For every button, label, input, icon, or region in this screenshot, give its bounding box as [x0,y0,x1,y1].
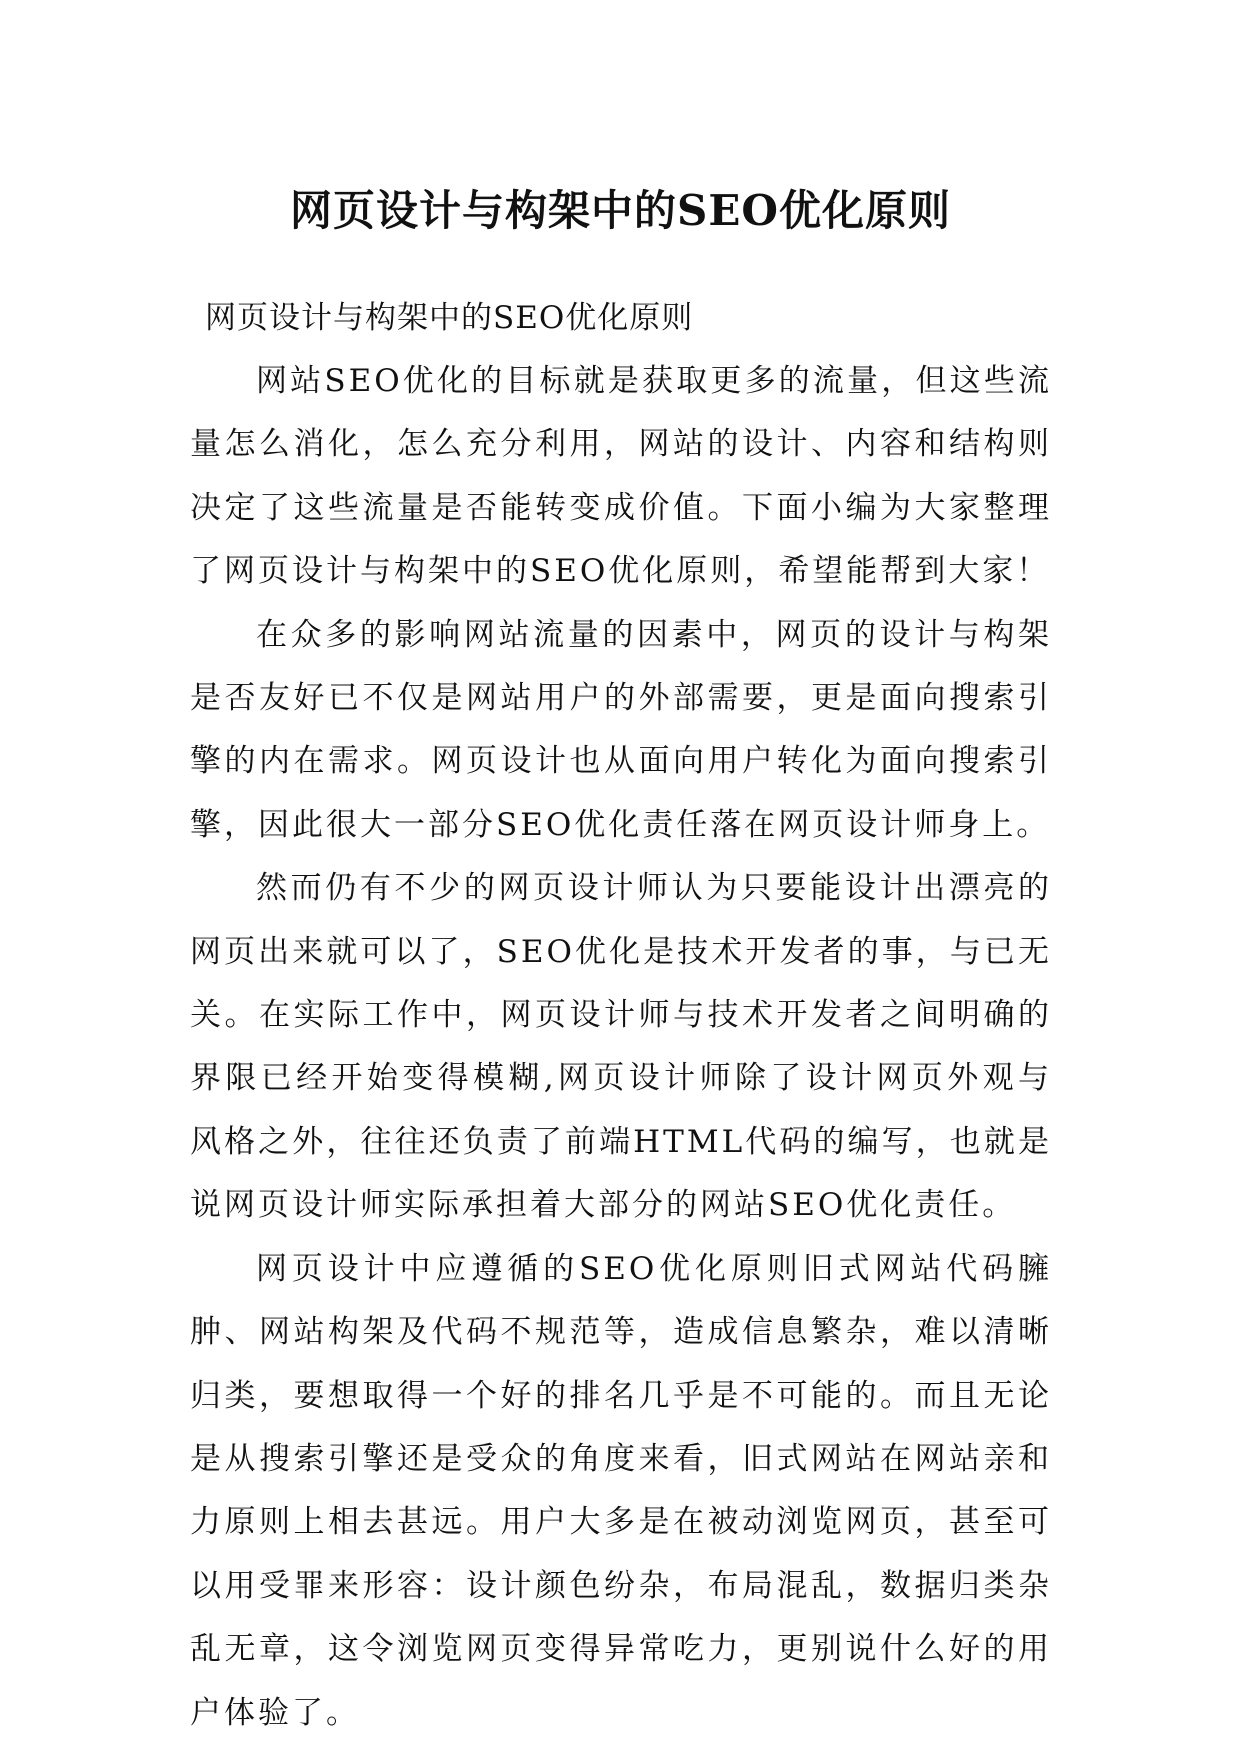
paragraph-factors: 在众多的影响网站流量的因素中，网页的设计与构架是否友好已不仅是网站用户的外部需要，更是面向搜索引擎的内在需求。网页设计也从面向用户转化为面向搜索引擎，因此很大一部分SEO优化责任落在网页设计师身上。 [190,616,1052,843]
document-body [190,350,1052,1745]
document-subtitle: 网页设计与构架中的SEO优化原则 [205,300,694,336]
paragraph-designers: 然而仍有不少的网页设计师认为只要能设计出漂亮的网页出来就可以了，SEO优化是技术开发者的事，与已无关。在实际工作中，网页设计师与技术开发者之间明确的界限已经开始变得模糊,网页设计师除了设计网页外观与风格之外，往往还负责了前端HTML代码的编写，也就是说网页设计师实际承担着大部分的网站SEO优化责任。 [190,870,1052,1224]
paragraph-intro: 网站SEO优化的目标就是获取更多的流量，但这些流量怎么消化，怎么充分利用，网站的设计、内容和结构则决定了这些流量是否能转变成价值。下面小编为大家整理了网页设计与构架中的SEO优化原则，希望能帮到大家！ [190,363,1052,590]
paragraph-principles: 网页设计中应遵循的SEO优化原则旧式网站代码臃肿、网站构架及代码不规范等，造成信息繁杂，难以清晰归类，要想取得一个好的排名几乎是不可能的。而且无论是从搜索引擎还是受众的角度来看，旧式网站在网站亲和力原则上相去甚远。用户大多是在被动浏览网页，甚至可以用受罪来形容：设计颜色纷杂，布局混乱，数据归类杂乱无章，这令浏览网页变得异常吃力，更别说什么好的用户体验了。 [190,1250,1052,1731]
document-title: 网页设计与构架中的SEO优化原则 [290,186,951,236]
